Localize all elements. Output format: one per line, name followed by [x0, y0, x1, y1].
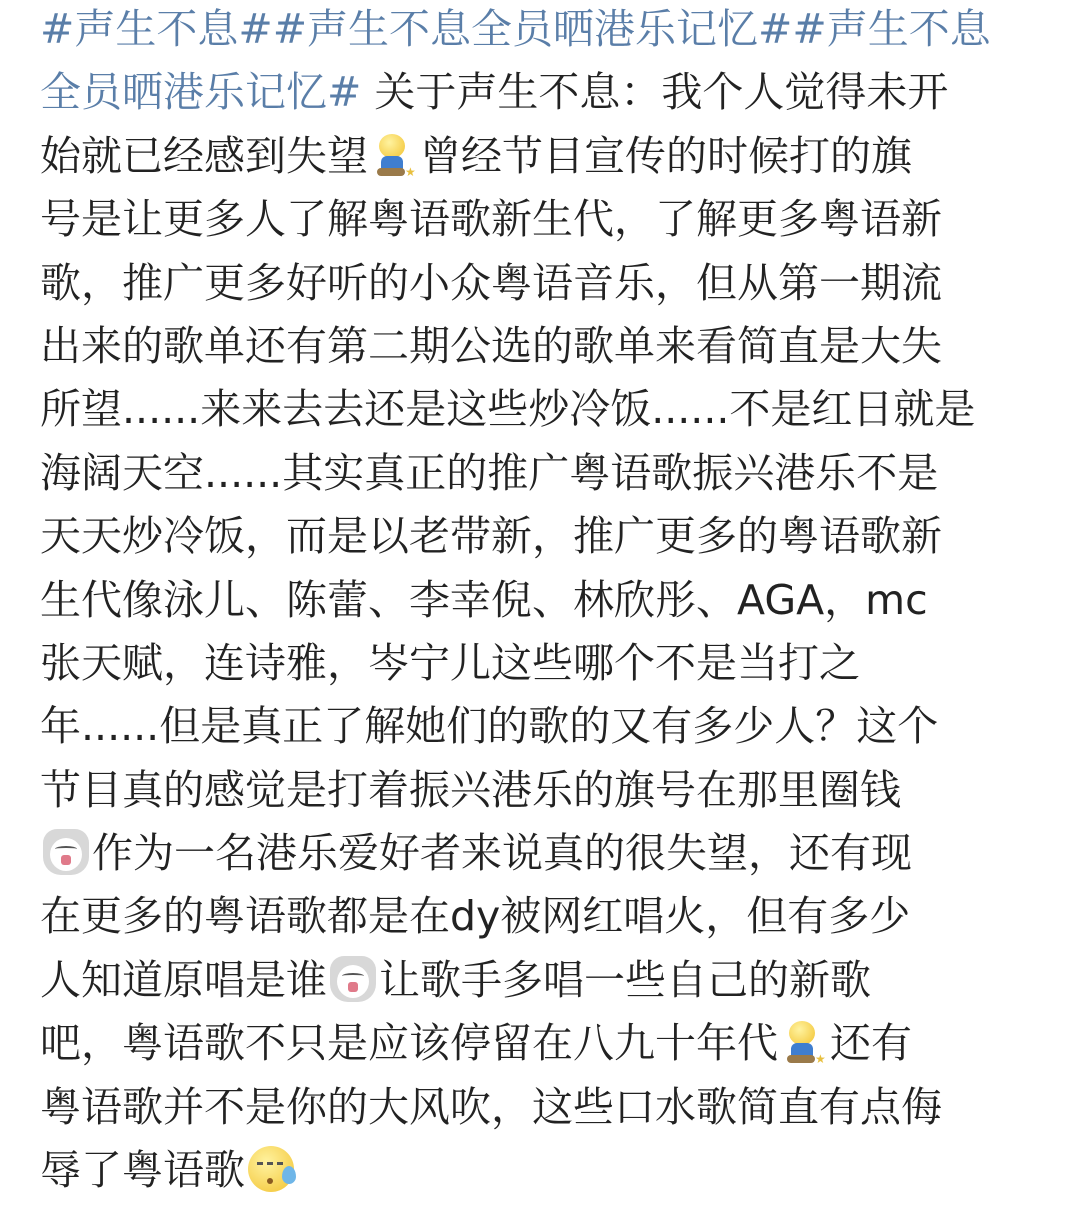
- kneeling-smile-emoji-icon: ★: [371, 132, 417, 178]
- text-line: [40, 822, 1060, 885]
- kneeling-smile-emoji-icon: ★: [781, 1019, 827, 1065]
- post-text: 节目真的感觉是打着振兴港乐的旗号在那里圈钱: [40, 765, 901, 814]
- post-text: 吧，粤语歌不只是应该停留在八九十年代: [40, 1019, 778, 1068]
- text-line: [40, 0, 1060, 61]
- text-line: [40, 569, 1060, 632]
- post-text: 海阔天空......其实真正的推广粤语歌振兴港乐不是: [40, 448, 939, 497]
- post-text: 辱了粤语歌: [40, 1146, 245, 1195]
- alpaca-emoji-icon: [43, 829, 89, 875]
- text-line: [40, 125, 1060, 188]
- text-line: [40, 1012, 1060, 1075]
- text-line: [40, 188, 1060, 251]
- post-body: [40, 0, 1060, 1202]
- sweat-emoji-icon: [248, 1146, 294, 1192]
- text-line: [40, 1076, 1060, 1139]
- post-text: 粤语歌并不是你的大风吹，这些口水歌简直有点侮: [40, 1082, 942, 1131]
- text-line: [40, 61, 1060, 124]
- text-line: [40, 759, 1060, 822]
- text-line: [40, 315, 1060, 378]
- post-text: 关于声生不息：我个人觉得未开: [361, 68, 949, 117]
- post-text: 始就已经感到失望: [40, 131, 368, 180]
- text-line: [40, 632, 1060, 695]
- post-text: 出来的歌单还有第二期公选的歌单来看简直是大失: [40, 321, 942, 370]
- text-line: [40, 695, 1060, 758]
- post-text: 作为一名港乐爱好者来说真的很失望，还有现: [92, 829, 912, 878]
- post-text: 还有: [830, 1019, 912, 1068]
- post-text: 曾经节目宣传的时候打的旗: [420, 131, 912, 180]
- post-text: 所望......来来去去还是这些炒冷饭......不是红日就是: [40, 385, 976, 434]
- hashtag-link[interactable]: 全员晒港乐记忆#: [40, 68, 362, 117]
- text-line: [40, 378, 1060, 441]
- hashtag-link[interactable]: #声生不息##声生不息全员晒港乐记忆##声生不息: [40, 5, 991, 53]
- text-line: [40, 442, 1060, 505]
- post-text: 天天炒冷饭，而是以老带新，推广更多的粤语歌新: [40, 512, 942, 561]
- post-text: 人知道原唱是谁: [40, 955, 327, 1004]
- post-text: 在更多的粤语歌都是在dy被网红唱火，但有多少: [40, 892, 911, 941]
- text-line: [40, 505, 1060, 568]
- text-line: [40, 949, 1060, 1012]
- text-line: [40, 252, 1060, 315]
- text-line: [40, 885, 1060, 948]
- alpaca-emoji-icon: [330, 956, 376, 1002]
- post-text: 歌，推广更多好听的小众粤语音乐，但从第一期流: [40, 258, 942, 307]
- post-text: 生代像泳儿、陈蕾、李幸倪、林欣彤、AGA，mc: [40, 575, 928, 624]
- post-text: 年......但是真正了解她们的歌的又有多少人？这个: [40, 702, 939, 751]
- post-text: 张天赋，连诗雅，岑宁儿这些哪个不是当打之: [40, 638, 860, 687]
- post-text: 让歌手多唱一些自己的新歌: [379, 955, 871, 1004]
- text-line: [40, 1139, 1060, 1202]
- post-text: 号是让更多人了解粤语歌新生代，了解更多粤语新: [40, 195, 942, 244]
